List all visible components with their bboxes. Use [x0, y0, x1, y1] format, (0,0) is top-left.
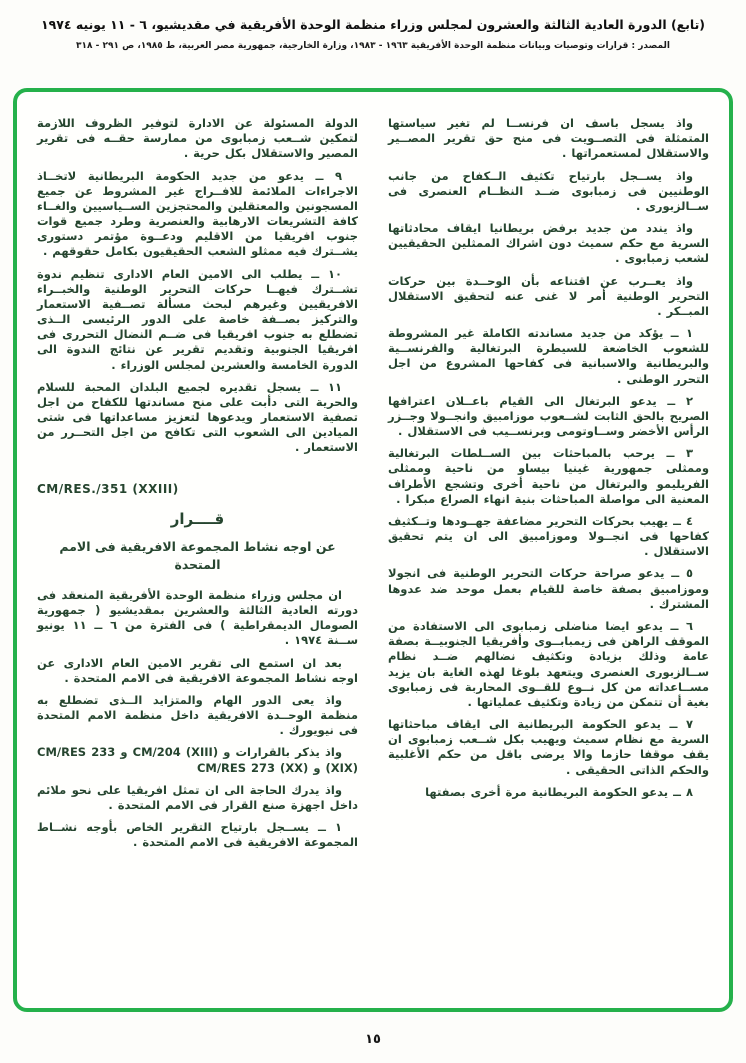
operative-paragraph-11: ١١ ــ يسجل تقديره لجميع البلدان المحبة للسلام والحرية التى دأبت على منح مساندتها للكفاح من اجل تصفية الاستعمار ويدعوها لتعزيز مساعداتها فى شتى الميادين الى الشعوب التى تكافح من اجل التحــرر من الاستعمار . [37, 379, 358, 455]
operative-paragraph-5: ٥ ــ يدعو صراحة حركات التحرير الوطنية فى انجولا وموزامبيق بصفة خاصة للقيام بعمل موحد ضد عدوها المشترك . [388, 566, 709, 611]
session-title: (تابع) الدورة العادية الثالثة والعشرون لمجلس وزراء منظمة الوحدة الأفريقية في مقديشيو، ٦ - ١١ يونيه ١٩٧٤ [41, 17, 705, 32]
operative-paragraph-4: ٤ ــ يهيب بحركات التحرير مضاعفة جهــودها وتــكثيف كفاحها فى انجــولا وموزامبيق الى ان يتم تحقيق الاستقلال . [387, 513, 709, 559]
preamble-paragraph: واذ يندد من جديد برفض بريطانيا ايقاف محادثاتها السرية مع حكم سميث دون اشراك الممثلين الحقيقيين لشعب زمبابوى . [388, 221, 709, 266]
operative-paragraph-10: ١٠ ــ يطلب الى الامين العام الادارى تنظيم ندوة تشــترك فيهــا حركات التحرير الوطنية والخبــراء الافريقيين وغيرهم لبحث مسألة تصــفية الاستعمار والتركيز بصــفة خاصة على الدور الرئيسى الــذى تضطلع به جنوب افريقيا فى ضــم النضال التحررى فى افريقيا الجنوبية وتقديم تقرير عن نتائج الندوة الى الدورة الخامسة والعشرين لمجلس الوزراء . [37, 266, 358, 372]
resolution-subheading: عن اوجه نشاط المجموعة الافريقية فى الامم المتحدة [59, 538, 336, 572]
operative-paragraph-3: ٣ ــ يرحب بالمباحثات بين الســلطات البرتغالية وممثلى جمهورية غينيا بيساو من ناحية وممثلى الفريليمو والبرتغال من ناحية أخرى وتشجع الأطراف المعنية الى مواصلة المباحثات بنية انهاء الصراع مبكرا . [388, 446, 709, 506]
preamble-paragraph: واذ يســجل بارتياح تكثيف الــكفاح من جانب الوطنيين فى زمبابوى ضــد النظــام العنصرى فى ســالزبورى . [388, 168, 709, 213]
resolution-operative-1: ١ ــ يســجل بارتياح التقرير الخاص بأوجه نشــاط المجموعة الافريقية فى الامم المتحدة . [37, 820, 358, 850]
resolution-references: واذ يذكر بالقرارات و CM/204 (XIII) و CM/RES 233 (XIX) و CM/RES 273 (XX) [37, 745, 358, 775]
operative-paragraph-7: ٧ ــ يدعو الحكومة البريطانية الى ايقاف مباحثاتها السرية مع نظام سميث ويهيب بكل شــعب زمبابوى ان يقف موقفا حازما والا يرضى باقل من حكم الأغلبية والحكم الذاتى الحقيقى . [388, 717, 709, 777]
text-columns [37, 116, 709, 994]
operative-paragraph-6: ٦ ــ يدعو ايضا مناضلى زمبابوى الى الاستفادة من الموقف الراهن فى زيمبابــوى وأفريقيا الجنوبيــة بصفة عامة وذلك بزيادة وتكثيف نضالهم ضــد نظام ســالزبورى العنصرى ويتعهد بلوغا لهذه الغاية بان يزيد مســاعداته من كل نــوع للقــوى المحاربة فى زمبابوى بغية أن تتمكن من زيادة وتكثيف عملياتها . [388, 618, 709, 709]
resolution-preamble: ان مجلس وزراء منظمة الوحدة الأفريقية المنعقد فى دورته العادية الثالثة والعشرين بمقديشيو ( جمهورية الصومال الديمقراطية ) فى الفترة من ٦ ــ ١١ يونيو ســنة ١٩٧٤ . [37, 587, 358, 648]
page-header [14, 16, 732, 51]
resolution-preamble: بعد ان استمع الى تقرير الامين العام الادارى عن اوجه نشاط المجموعة الافريقية فى الامم المتحدة . [37, 655, 358, 685]
resolution-heading: قــــرار [170, 509, 225, 528]
preamble-paragraph: واذ يسجل باسف ان فرنســا لم تغير سياستها المتمثلة فى التصــويت فى منح حق تقرير المصــير والاستقلال لمستعمراتها . [388, 116, 709, 161]
operative-paragraph-2: ٢ ــ يدعو البرتغال الى القيام باعــلان اعترافها الصريح بالحق الثابت لشــعوب موزامبيق وانجــولا وجــزر الرأس الأخضر وســاوتومى وبرنســيب فى الاستقلال . [388, 393, 709, 439]
content-frame [13, 88, 733, 1012]
left-column [37, 116, 358, 994]
resolution-preamble: واذ يعى الدور الهام والمتزايد الــذى تضطلع به منظمة الوحــدة الافريقية داخل منظمة الامم المتحدة فى نيويورك . [37, 692, 358, 738]
operative-paragraph-1: ١ ــ يؤكد من جديد مساندته الكاملة غير المشروطة للشعوب الخاضعة للسيطرة البرتغالية والفرنســية والبريطانية والاسبانية فى كفاحها المشروع من اجل التحرر الوطنى . [388, 326, 709, 386]
continuation-paragraph: الدولة المسئولة عن الادارة لتوفير الظروف اللازمة لتمكين شــعب زمبابوى من ممارسة حقــه فى تقرير المصير والاستقلال بكل حرية . [37, 116, 358, 161]
operative-paragraph-8: ٨ ــ يدعو الحكومة البريطانية مرة أخرى بصفتها [425, 784, 693, 799]
source-citation: المصدر : قرارات وتوصيات وبيانات منظمة الوحدة الأفريقية ١٩٦٣ - ١٩٨٣، وزارة الخارجية، جمهورية مصر العربية، ط ١٩٨٥، ص ٢٩١ - ٣١٨ [75, 40, 670, 51]
operative-paragraph-9: ٩ ــ يدعو من جديد الحكومة البريطانية لاتخــاذ الاجراءات الملائمة للافــراج غير المشروط عن جميع المسجونين والمعتقلين والمحتجزين الســياسيين والغــاء كافة التشريعات الارهابية والعنصرية وطرد جميع قوات جنوب افريقيا من الاقليم ودعــوة مؤتمر دستورى يشــترك فيه ممثلو الشعب الحقيقيون بكامل حقوقهم . [37, 168, 358, 259]
page-number: ١٥ [365, 1032, 381, 1047]
preamble-paragraph: واذ يعــرب عن اقتناعه بأن الوحــدة بين حركات التحرير الوطنية أمر لا غنى عنه لتحقيق الاستقلال المبــكر . [388, 273, 709, 318]
right-column [388, 116, 709, 994]
resolution-preamble: واذ يدرك الحاجة الى ان تمثل افريقيا على نحو ملائم داخل اجهزة صنع القرار فى الامم المتحدة . [37, 782, 358, 812]
resolution-code: CM/RES./351 (XXIII) [37, 481, 179, 496]
